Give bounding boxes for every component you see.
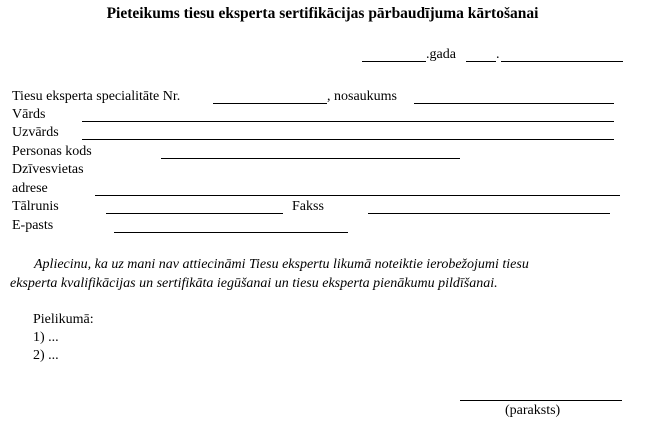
last-name-label: Uzvārds: [12, 125, 59, 140]
personal-code-field[interactable]: [161, 158, 460, 159]
address-label-line2: adrese: [12, 181, 48, 196]
attachment-item: 1) ...: [33, 330, 59, 345]
last-name-field[interactable]: [82, 139, 614, 140]
date-dot: .: [496, 47, 500, 62]
date-day-line[interactable]: [362, 61, 426, 62]
phone-label: Tālrunis: [12, 199, 59, 214]
attachment-item: 2) ...: [33, 348, 59, 363]
address-label-line1: Dzīvesvietas: [12, 162, 84, 177]
email-field[interactable]: [114, 232, 348, 233]
signature-line[interactable]: [460, 400, 622, 401]
page-title: Pieteikums tiesu eksperta sertifikācijas pārbaudījuma kārtošanai: [106, 5, 539, 22]
first-name-label: Vārds: [12, 107, 46, 122]
date-month-line[interactable]: [466, 61, 496, 62]
date-rest-line[interactable]: [501, 61, 623, 62]
specialty-label: Tiesu eksperta specialitāte Nr.: [12, 89, 181, 104]
email-label: E-pasts: [12, 218, 54, 233]
date-gada-label: .gada: [426, 47, 456, 62]
fax-label: Fakss: [292, 199, 324, 214]
signature-label: (paraksts): [505, 403, 561, 418]
phone-field[interactable]: [106, 213, 283, 214]
specialty-number-field[interactable]: [213, 103, 327, 104]
personal-code-label: Personas kods: [12, 144, 92, 159]
specialty-name-label: , nosaukums: [327, 89, 397, 104]
attachments-label: Pielikumā:: [33, 312, 94, 327]
address-field[interactable]: [95, 195, 620, 196]
fax-field[interactable]: [368, 213, 610, 214]
declaration-line-2: eksperta kvalifikācijas un sertifikāta iegūšanai un tiesu eksperta pienākumu pildīšanai.: [10, 276, 498, 291]
first-name-field[interactable]: [82, 121, 614, 122]
declaration-paragraph: [10, 255, 632, 293]
declaration-line-1: Apliecinu, ka uz mani nav attiecināmi Tiesu ekspertu likumā noteiktie ierobežojumi tiesu: [34, 257, 529, 272]
specialty-name-field[interactable]: [414, 103, 614, 104]
